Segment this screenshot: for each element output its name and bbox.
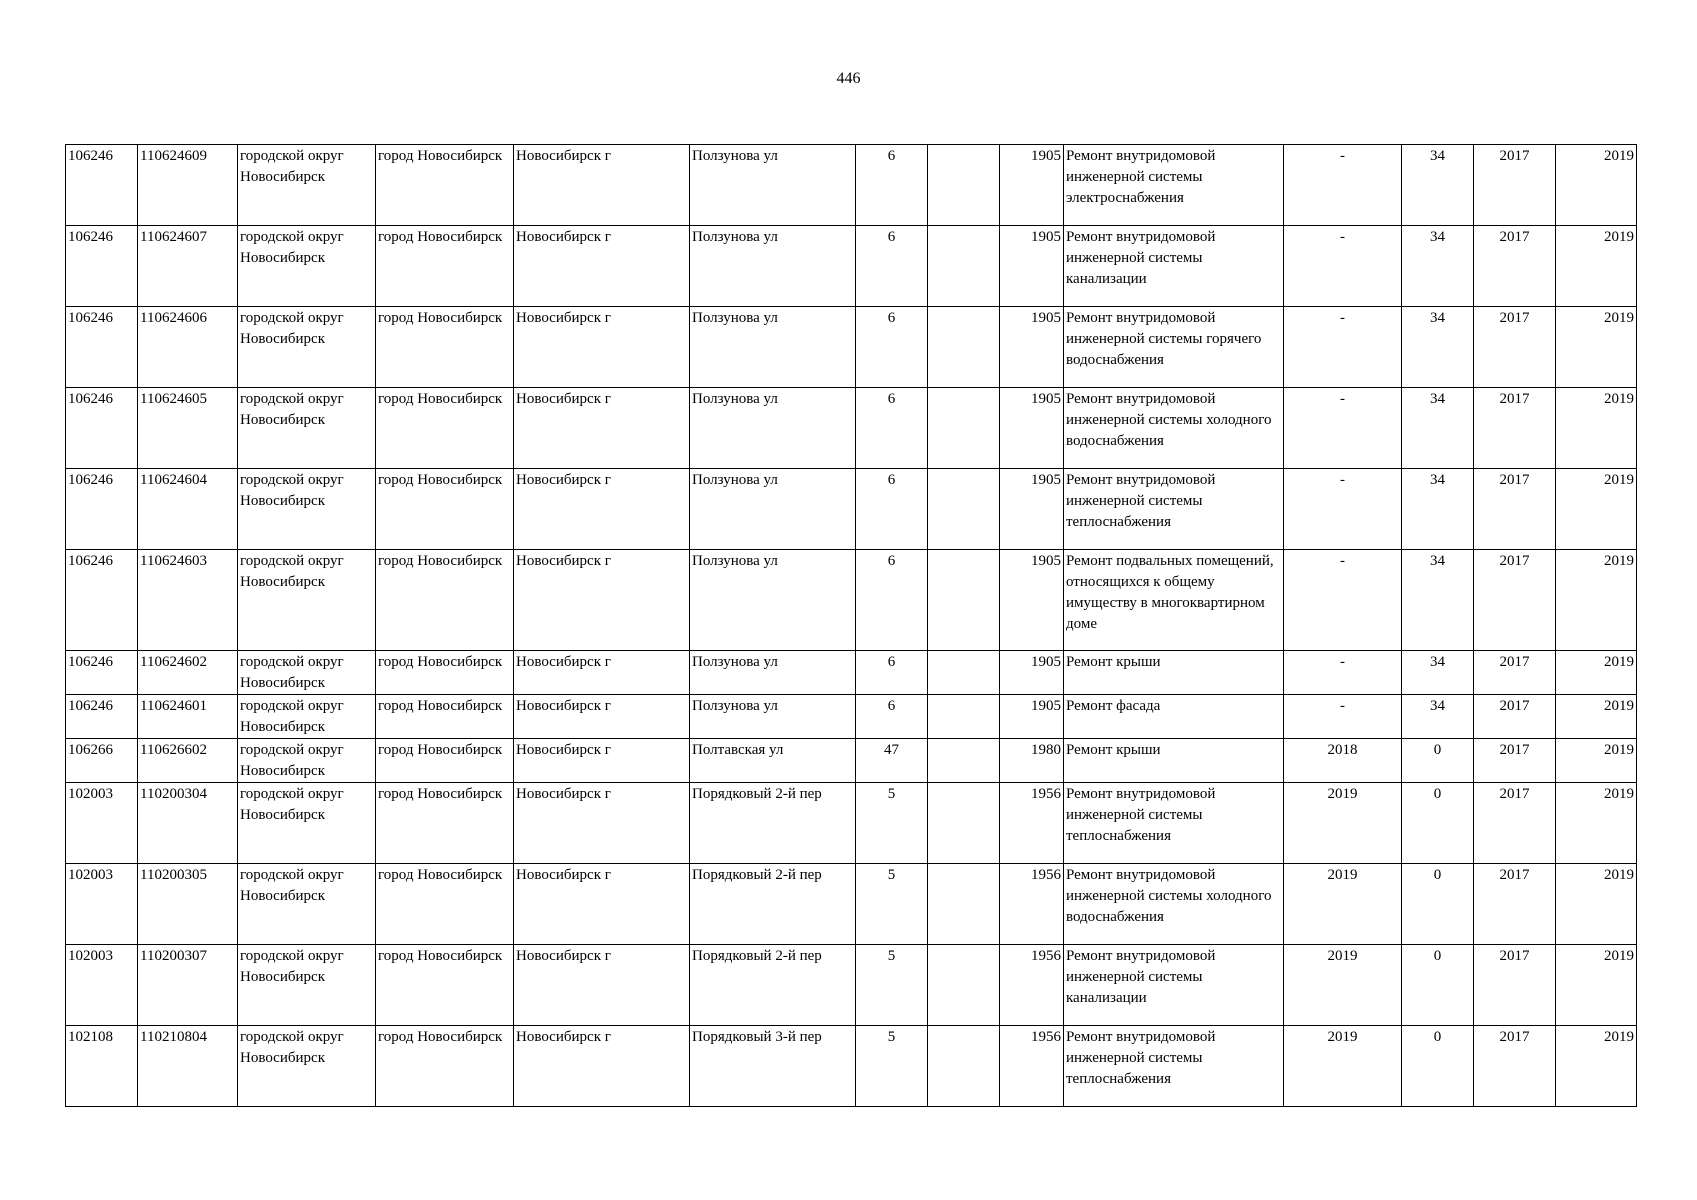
cell-municipality: городской округ Новосибирск [238, 651, 376, 695]
cell-settlement: город Новосибирск [376, 388, 514, 469]
cell-house-id: 106246 [66, 695, 138, 739]
cell-planned: - [1284, 651, 1402, 695]
cell-work-type: Ремонт внутридомовой инженерной системы холодного водоснабжения [1064, 864, 1284, 945]
cell-building [928, 864, 1000, 945]
cell-settlement: город Новосибирск [376, 145, 514, 226]
cell-period-end: 2019 [1556, 945, 1637, 1026]
cell-settlement: город Новосибирск [376, 1026, 514, 1107]
repair-register-table [65, 144, 1637, 1107]
cell-locality: Новосибирск г [514, 145, 690, 226]
cell-wear: 34 [1402, 651, 1474, 695]
cell-work-type: Ремонт внутридомовой инженерной системы теплоснабжения [1064, 469, 1284, 550]
cell-settlement: город Новосибирск [376, 651, 514, 695]
cell-planned: 2019 [1284, 945, 1402, 1026]
cell-period-start: 2017 [1474, 651, 1556, 695]
cell-settlement: город Новосибирск [376, 307, 514, 388]
cell-building [928, 651, 1000, 695]
cell-year-built: 1905 [1000, 469, 1064, 550]
cell-street: Порядковый 2-й пер [690, 864, 856, 945]
cell-work-code: 110624609 [138, 145, 238, 226]
cell-house-number: 47 [856, 739, 928, 783]
cell-work-type: Ремонт внутридомовой инженерной системы теплоснабжения [1064, 783, 1284, 864]
cell-period-start: 2017 [1474, 864, 1556, 945]
cell-wear: 34 [1402, 307, 1474, 388]
cell-work-code: 110200307 [138, 945, 238, 1026]
cell-period-end: 2019 [1556, 469, 1637, 550]
cell-planned: 2018 [1284, 739, 1402, 783]
cell-period-start: 2017 [1474, 739, 1556, 783]
cell-year-built: 1905 [1000, 145, 1064, 226]
cell-municipality: городской округ Новосибирск [238, 469, 376, 550]
cell-wear: 34 [1402, 695, 1474, 739]
cell-period-start: 2017 [1474, 388, 1556, 469]
cell-municipality: городской округ Новосибирск [238, 864, 376, 945]
cell-building [928, 550, 1000, 651]
cell-building [928, 307, 1000, 388]
cell-house-id: 102003 [66, 783, 138, 864]
cell-year-built: 1905 [1000, 550, 1064, 651]
cell-house-number: 6 [856, 550, 928, 651]
cell-work-code: 110624601 [138, 695, 238, 739]
cell-municipality: городской округ Новосибирск [238, 550, 376, 651]
cell-house-id: 106246 [66, 388, 138, 469]
cell-period-end: 2019 [1556, 739, 1637, 783]
cell-building [928, 469, 1000, 550]
cell-house-id: 106246 [66, 469, 138, 550]
cell-settlement: город Новосибирск [376, 739, 514, 783]
cell-house-id: 106266 [66, 739, 138, 783]
cell-work-code: 110624602 [138, 651, 238, 695]
cell-building [928, 945, 1000, 1026]
cell-house-number: 6 [856, 145, 928, 226]
cell-locality: Новосибирск г [514, 945, 690, 1026]
cell-street: Ползунова ул [690, 695, 856, 739]
cell-wear: 0 [1402, 739, 1474, 783]
cell-year-built: 1980 [1000, 739, 1064, 783]
cell-planned: - [1284, 469, 1402, 550]
cell-period-end: 2019 [1556, 651, 1637, 695]
cell-work-type: Ремонт внутридомовой инженерной системы горячего водоснабжения [1064, 307, 1284, 388]
table-row [66, 550, 1637, 651]
table-row [66, 226, 1637, 307]
table-row [66, 307, 1637, 388]
cell-street: Ползунова ул [690, 550, 856, 651]
cell-period-end: 2019 [1556, 388, 1637, 469]
cell-house-id: 106246 [66, 307, 138, 388]
cell-period-end: 2019 [1556, 307, 1637, 388]
cell-planned: - [1284, 226, 1402, 307]
cell-house-number: 5 [856, 1026, 928, 1107]
cell-house-id: 106246 [66, 550, 138, 651]
cell-locality: Новосибирск г [514, 550, 690, 651]
cell-municipality: городской округ Новосибирск [238, 695, 376, 739]
cell-period-start: 2017 [1474, 783, 1556, 864]
cell-planned: - [1284, 145, 1402, 226]
cell-street: Ползунова ул [690, 307, 856, 388]
cell-locality: Новосибирск г [514, 651, 690, 695]
cell-period-end: 2019 [1556, 783, 1637, 864]
cell-street: Ползунова ул [690, 469, 856, 550]
cell-street: Ползунова ул [690, 226, 856, 307]
cell-planned: - [1284, 550, 1402, 651]
table-row [66, 783, 1637, 864]
cell-municipality: городской округ Новосибирск [238, 945, 376, 1026]
cell-period-end: 2019 [1556, 864, 1637, 945]
cell-settlement: город Новосибирск [376, 695, 514, 739]
cell-house-id: 106246 [66, 651, 138, 695]
cell-street: Порядковый 3-й пер [690, 1026, 856, 1107]
cell-period-end: 2019 [1556, 1026, 1637, 1107]
cell-year-built: 1905 [1000, 651, 1064, 695]
cell-locality: Новосибирск г [514, 783, 690, 864]
cell-house-number: 6 [856, 469, 928, 550]
cell-house-id: 106246 [66, 226, 138, 307]
cell-work-code: 110624603 [138, 550, 238, 651]
cell-locality: Новосибирск г [514, 864, 690, 945]
cell-settlement: город Новосибирск [376, 864, 514, 945]
cell-year-built: 1905 [1000, 226, 1064, 307]
cell-house-id: 102003 [66, 945, 138, 1026]
cell-settlement: город Новосибирск [376, 945, 514, 1026]
cell-work-code: 110200305 [138, 864, 238, 945]
cell-wear: 0 [1402, 783, 1474, 864]
cell-house-number: 6 [856, 388, 928, 469]
cell-settlement: город Новосибирск [376, 226, 514, 307]
cell-street: Ползунова ул [690, 388, 856, 469]
cell-work-code: 110624607 [138, 226, 238, 307]
table-row [66, 145, 1637, 226]
cell-locality: Новосибирск г [514, 469, 690, 550]
cell-year-built: 1956 [1000, 864, 1064, 945]
cell-period-start: 2017 [1474, 226, 1556, 307]
cell-work-code: 110210804 [138, 1026, 238, 1107]
cell-period-end: 2019 [1556, 226, 1637, 307]
cell-work-type: Ремонт внутридомовой инженерной системы холодного водоснабжения [1064, 388, 1284, 469]
cell-wear: 0 [1402, 1026, 1474, 1107]
cell-work-type: Ремонт внутридомовой инженерной системы канализации [1064, 945, 1284, 1026]
cell-locality: Новосибирск г [514, 388, 690, 469]
cell-period-start: 2017 [1474, 945, 1556, 1026]
cell-wear: 34 [1402, 550, 1474, 651]
cell-building [928, 695, 1000, 739]
cell-year-built: 1956 [1000, 945, 1064, 1026]
cell-work-code: 110624606 [138, 307, 238, 388]
table-row [66, 945, 1637, 1026]
table-row [66, 651, 1637, 695]
cell-house-number: 5 [856, 945, 928, 1026]
page-number: 446 [836, 70, 861, 87]
cell-street: Порядковый 2-й пер [690, 783, 856, 864]
table-row [66, 864, 1637, 945]
cell-period-end: 2019 [1556, 695, 1637, 739]
cell-house-id: 106246 [66, 145, 138, 226]
cell-year-built: 1905 [1000, 307, 1064, 388]
cell-planned: 2019 [1284, 783, 1402, 864]
cell-work-type: Ремонт внутридомовой инженерной системы электроснабжения [1064, 145, 1284, 226]
cell-period-start: 2017 [1474, 695, 1556, 739]
table-row [66, 388, 1637, 469]
cell-year-built: 1956 [1000, 1026, 1064, 1107]
cell-period-start: 2017 [1474, 469, 1556, 550]
cell-planned: 2019 [1284, 864, 1402, 945]
table-row [66, 1026, 1637, 1107]
cell-settlement: город Новосибирск [376, 783, 514, 864]
cell-planned: - [1284, 388, 1402, 469]
cell-building [928, 783, 1000, 864]
cell-work-type: Ремонт крыши [1064, 739, 1284, 783]
cell-wear: 34 [1402, 145, 1474, 226]
cell-work-type: Ремонт внутридомовой инженерной системы теплоснабжения [1064, 1026, 1284, 1107]
table-row [66, 695, 1637, 739]
cell-period-start: 2017 [1474, 1026, 1556, 1107]
cell-wear: 0 [1402, 945, 1474, 1026]
cell-wear: 34 [1402, 226, 1474, 307]
cell-building [928, 1026, 1000, 1107]
cell-work-type: Ремонт фасада [1064, 695, 1284, 739]
cell-municipality: городской округ Новосибирск [238, 1026, 376, 1107]
cell-street: Полтавская ул [690, 739, 856, 783]
cell-street: Порядковый 2-й пер [690, 945, 856, 1026]
register-body [66, 145, 1637, 1107]
cell-municipality: городской округ Новосибирск [238, 226, 376, 307]
table-row [66, 469, 1637, 550]
cell-building [928, 739, 1000, 783]
cell-locality: Новосибирск г [514, 226, 690, 307]
table-row [66, 739, 1637, 783]
cell-period-start: 2017 [1474, 145, 1556, 226]
cell-municipality: городской округ Новосибирск [238, 145, 376, 226]
cell-year-built: 1905 [1000, 388, 1064, 469]
cell-locality: Новосибирск г [514, 1026, 690, 1107]
cell-work-type: Ремонт подвальных помещений, относящихся к общему имуществу в многоквартирном доме [1064, 550, 1284, 651]
cell-wear: 0 [1402, 864, 1474, 945]
cell-municipality: городской округ Новосибирск [238, 783, 376, 864]
cell-wear: 34 [1402, 388, 1474, 469]
cell-street: Ползунова ул [690, 651, 856, 695]
cell-work-type: Ремонт крыши [1064, 651, 1284, 695]
cell-period-start: 2017 [1474, 307, 1556, 388]
cell-period-end: 2019 [1556, 550, 1637, 651]
cell-period-start: 2017 [1474, 550, 1556, 651]
cell-municipality: городской округ Новосибирск [238, 307, 376, 388]
cell-work-type: Ремонт внутридомовой инженерной системы канализации [1064, 226, 1284, 307]
cell-year-built: 1956 [1000, 783, 1064, 864]
cell-locality: Новосибирск г [514, 739, 690, 783]
cell-year-built: 1905 [1000, 695, 1064, 739]
cell-period-end: 2019 [1556, 145, 1637, 226]
cell-municipality: городской округ Новосибирск [238, 739, 376, 783]
cell-work-code: 110626602 [138, 739, 238, 783]
cell-house-number: 5 [856, 864, 928, 945]
cell-work-code: 110200304 [138, 783, 238, 864]
cell-settlement: город Новосибирск [376, 550, 514, 651]
cell-work-code: 110624604 [138, 469, 238, 550]
cell-house-number: 6 [856, 307, 928, 388]
cell-house-number: 5 [856, 783, 928, 864]
cell-house-number: 6 [856, 226, 928, 307]
cell-street: Ползунова ул [690, 145, 856, 226]
cell-locality: Новосибирск г [514, 695, 690, 739]
cell-planned: - [1284, 307, 1402, 388]
cell-wear: 34 [1402, 469, 1474, 550]
cell-house-id: 102108 [66, 1026, 138, 1107]
cell-house-id: 102003 [66, 864, 138, 945]
cell-municipality: городской округ Новосибирск [238, 388, 376, 469]
cell-locality: Новосибирск г [514, 307, 690, 388]
cell-planned: - [1284, 695, 1402, 739]
cell-building [928, 145, 1000, 226]
cell-house-number: 6 [856, 651, 928, 695]
cell-settlement: город Новосибирск [376, 469, 514, 550]
cell-planned: 2019 [1284, 1026, 1402, 1107]
cell-house-number: 6 [856, 695, 928, 739]
cell-building [928, 226, 1000, 307]
cell-work-code: 110624605 [138, 388, 238, 469]
cell-building [928, 388, 1000, 469]
